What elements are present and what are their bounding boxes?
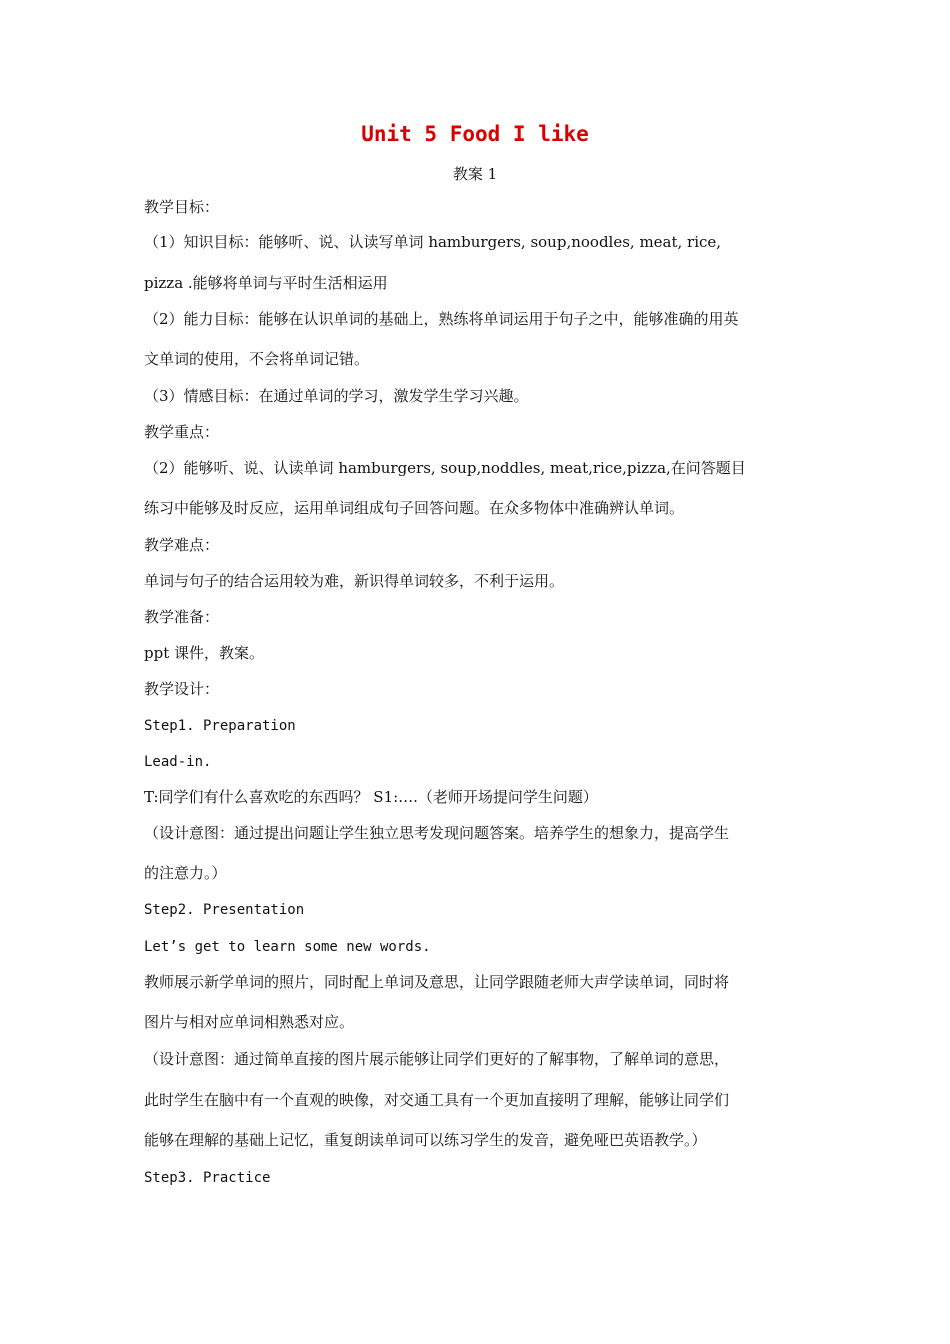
paragraph-line: Let’s get to learn some new words. — [144, 939, 431, 955]
paragraph-line: 教师展示新学单词的照片，同时配上单词及意思，让同学跟随老师大声学读单词，同时将 — [144, 973, 730, 991]
document-subtitle: 教案 1 — [452, 165, 498, 183]
paragraph-line: （设计意图：通过提出问题让学生独立思考发现问题答案。培养学生的想象力，提高学生 — [144, 824, 730, 842]
paragraph-line: ppt 课件，教案。 — [144, 644, 265, 662]
paragraph-line: 练习中能够及时反应，运用单词组成句子回答问题。在众多物体中准确辨认单词。 — [144, 499, 685, 517]
step-heading: Step1. Preparation — [144, 718, 296, 734]
paragraph-line: 能够在理解的基础上记忆，重复朗读单词可以练习学生的发音，避免哑巴英语教学。） — [144, 1131, 707, 1149]
paragraph-line: （3）情感目标：在通过单词的学习，激发学生学习兴趣。 — [144, 387, 529, 405]
paragraph-line: 的注意力。） — [144, 864, 227, 882]
paragraph-line: Lead-in. — [144, 754, 212, 770]
paragraph-line: （设计意图：通过简单直接的图片展示能够让同学们更好的了解事物，了解单词的意思， — [144, 1050, 730, 1068]
paragraph-line: T:同学们有什么喜欢吃的东西吗？ S1:….（老师开场提问学生问题） — [144, 788, 598, 806]
paragraph-line: （1）知识目标：能够听、说、认读写单词 hamburgers, soup,noodles, meat, rice, — [144, 233, 722, 251]
document-title: Unit 5 Food I like — [361, 122, 589, 146]
paragraph-line: 图片与相对应单词相熟悉对应。 — [144, 1013, 355, 1031]
paragraph-line: （2）能够听、说、认读单词 hamburgers, soup,noddles, meat,rice,pizza,在问答题目 — [144, 459, 746, 477]
section-heading-difficulties: 教学难点： — [144, 536, 220, 554]
paragraph-line: pizza .能够将单词与平时生活相运用 — [144, 274, 388, 292]
step-heading: Step3. Practice — [144, 1170, 271, 1186]
paragraph-line: 单词与句子的结合运用较为难，新识得单词较多，不利于运用。 — [144, 572, 565, 590]
section-heading-objectives: 教学目标： — [144, 198, 220, 216]
step-heading: Step2. Presentation — [144, 902, 305, 918]
section-heading-preparation: 教学准备： — [144, 608, 220, 626]
paragraph-line: 此时学生在脑中有一个直观的映像，对交通工具有一个更加直接明了理解，能够让同学们 — [144, 1091, 730, 1109]
paragraph-line: （2）能力目标：能够在认识单词的基础上，熟练将单词运用于句子之中，能够准确的用英 — [144, 310, 739, 328]
section-heading-key-points: 教学重点： — [144, 423, 220, 441]
paragraph-line: 文单词的使用，不会将单词记错。 — [144, 350, 370, 368]
section-heading-design: 教学设计： — [144, 680, 220, 698]
